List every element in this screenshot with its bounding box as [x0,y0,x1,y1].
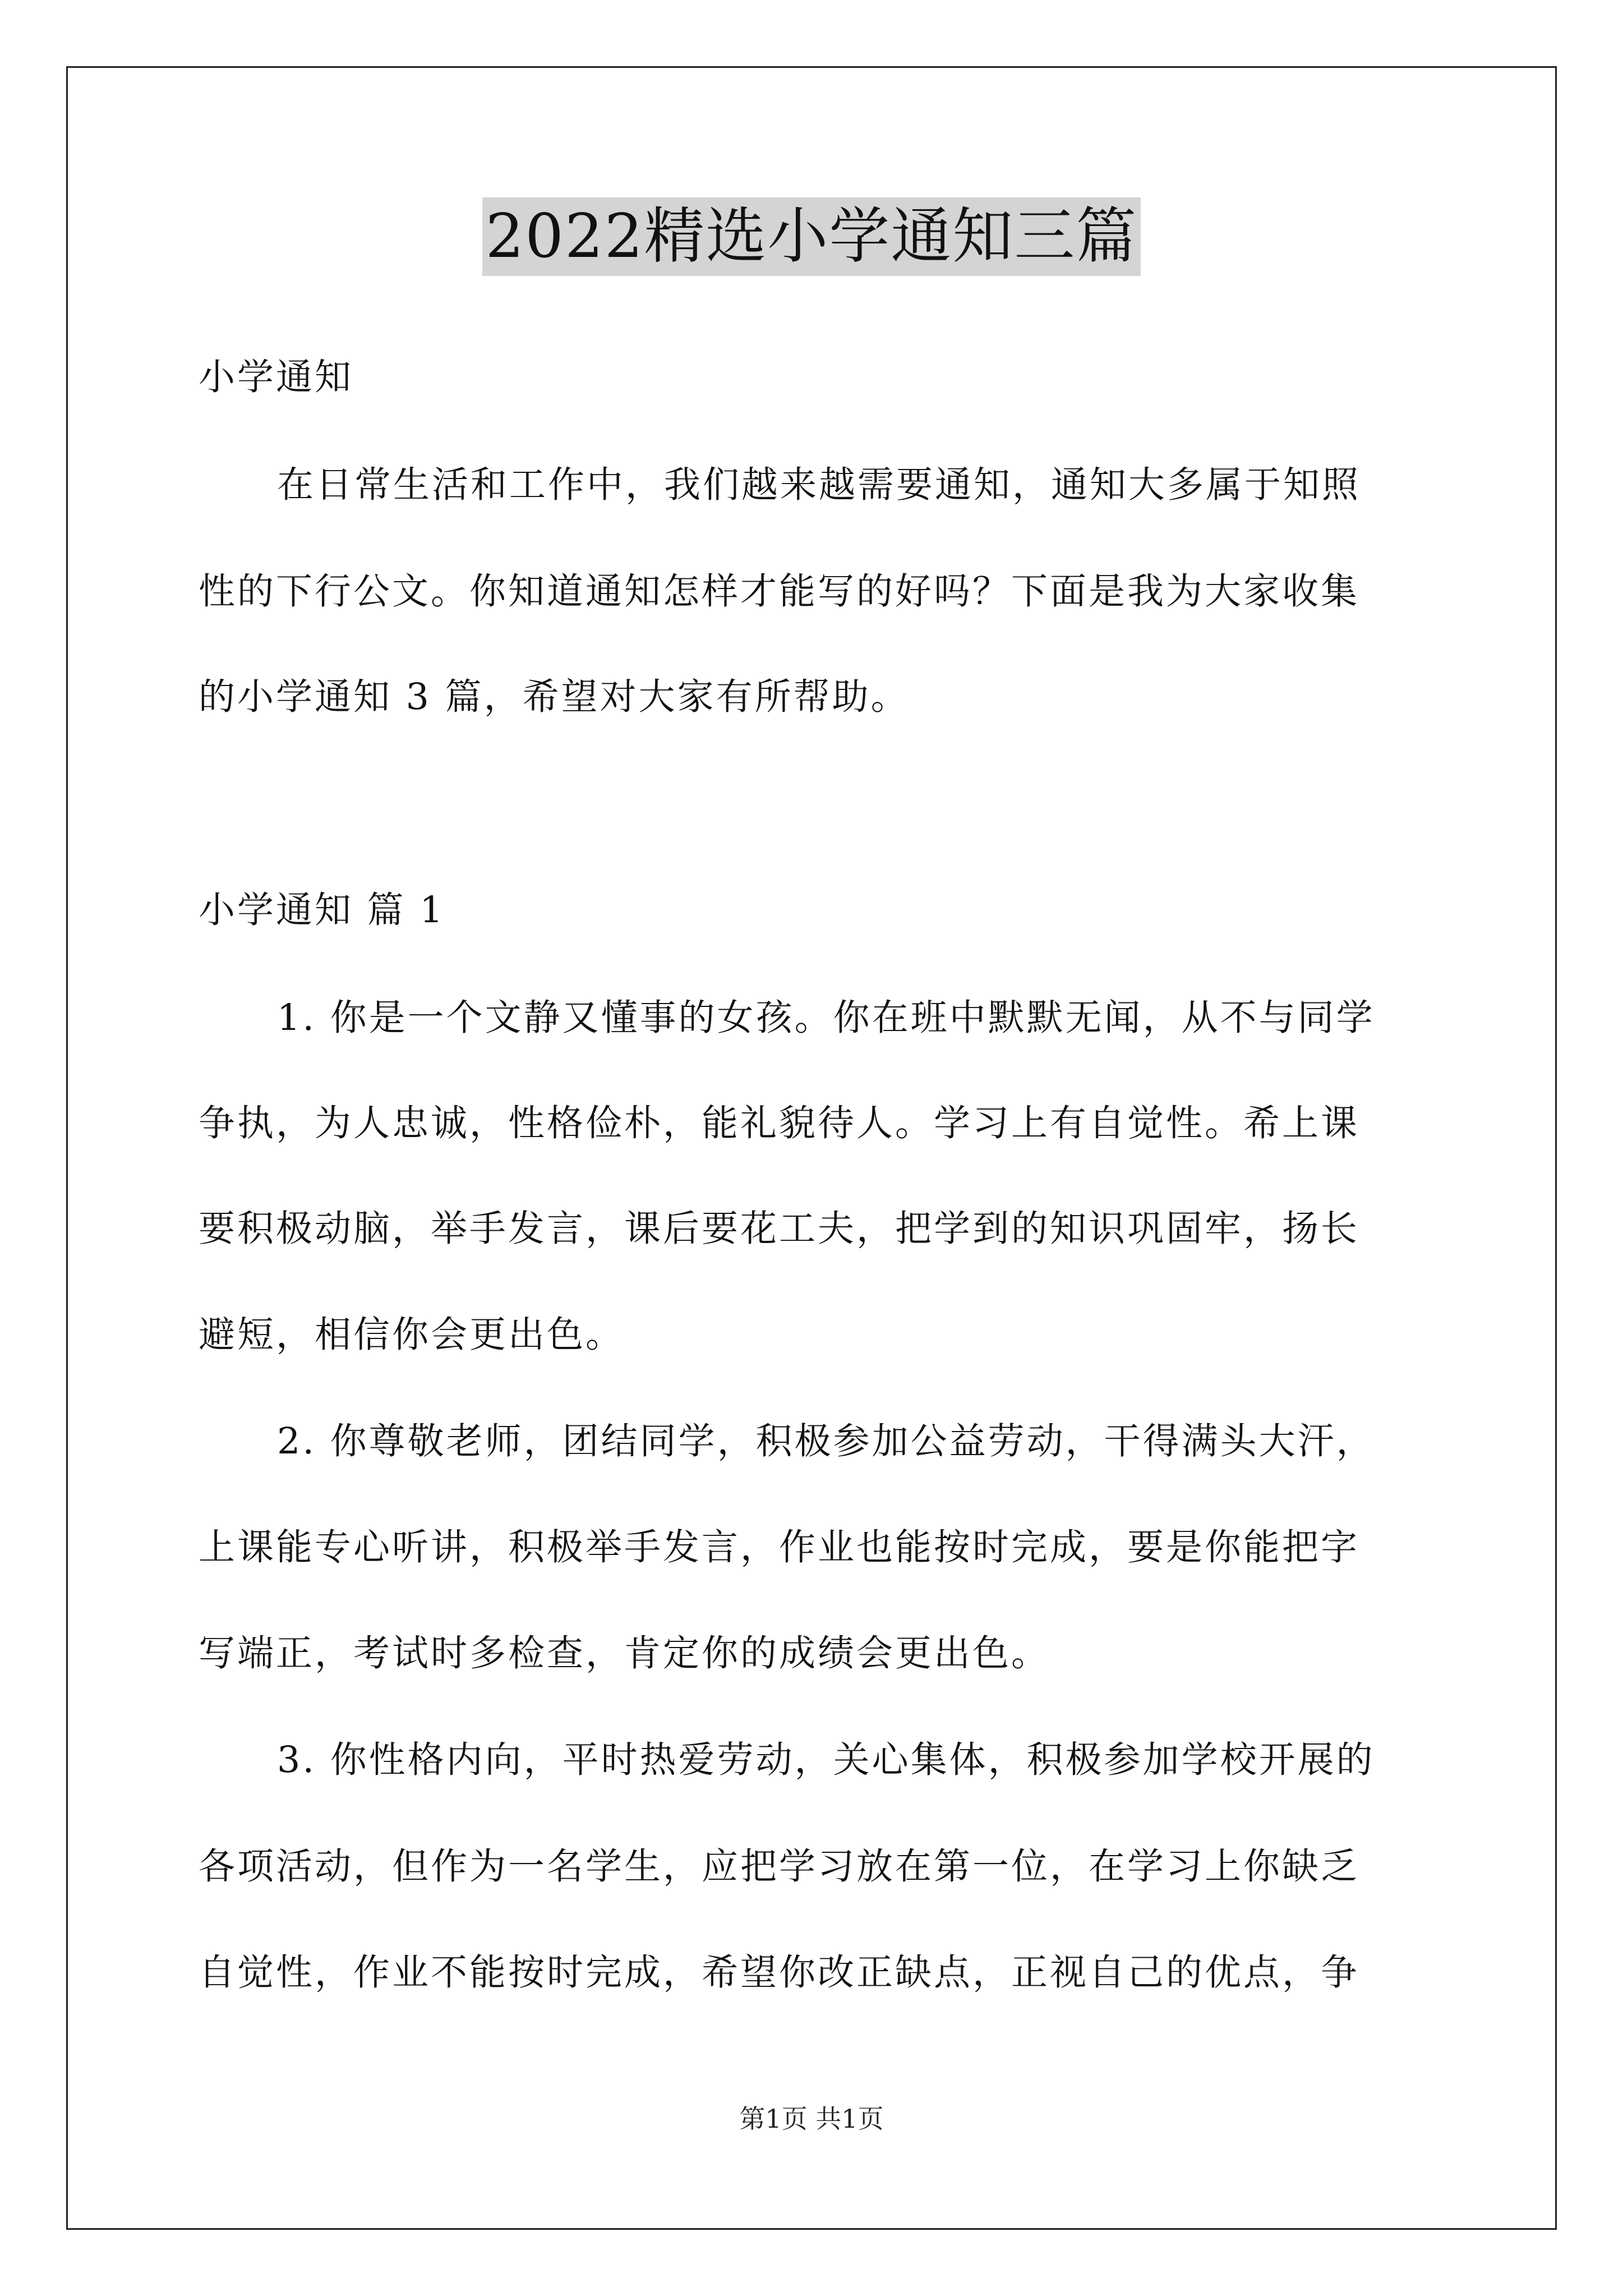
title-wrap [0,197,1623,276]
paragraph-line: 自觉性，作业不能按时完成，希望你改正缺点，正视自己的优点，争 [199,1952,1360,1994]
page-footer: 第1页 共1页 [739,2104,884,2134]
paragraph-line: 各项活动，但作为一名学生，应把学习放在第一位，在学习上你缺乏 [199,1846,1360,1888]
paragraph-line: 写端正，考试时多检查，肯定你的成绩会更出色。 [199,1632,1050,1674]
paragraph-line: 避短，相信你会更出色。 [199,1314,625,1356]
paragraph-line: 要积极动脑，举手发言，课后要花工夫，把学到的知识巩固牢，扬长 [199,1208,1360,1250]
paragraph-line: 2. 你尊敬老师，团结同学，积极参加公益劳动，干得满头大汗， [277,1420,1375,1462]
paragraph-line: 3. 你性格内向，平时热爱劳动，关心集体，积极参加学校开展的 [277,1739,1375,1781]
section-heading: 小学通知 篇 1 [199,889,445,931]
paragraph-line: 争执，为人忠诚，性格俭朴，能礼貌待人。学习上有自觉性。希上课 [199,1102,1360,1144]
paragraph-line: 在日常生活和工作中，我们越来越需要通知，通知大多属于知照 [277,464,1361,506]
paragraph-line: 的小学通知 3 篇，希望对大家有所帮助。 [199,676,910,718]
document-title: 2022精选小学通知三篇 [482,197,1141,276]
paragraph-line: 性的下行公文。你知道通知怎样才能写的好吗？下面是我为大家收集 [199,570,1360,613]
section-heading: 小学通知 [199,356,354,398]
paragraph-line: 1. 你是一个文静又懂事的女孩。你在班中默默无闻，从不与同学 [277,997,1375,1039]
paragraph-line: 上课能专心听讲，积极举手发言，作业也能按时完成，要是你能把字 [199,1526,1360,1568]
